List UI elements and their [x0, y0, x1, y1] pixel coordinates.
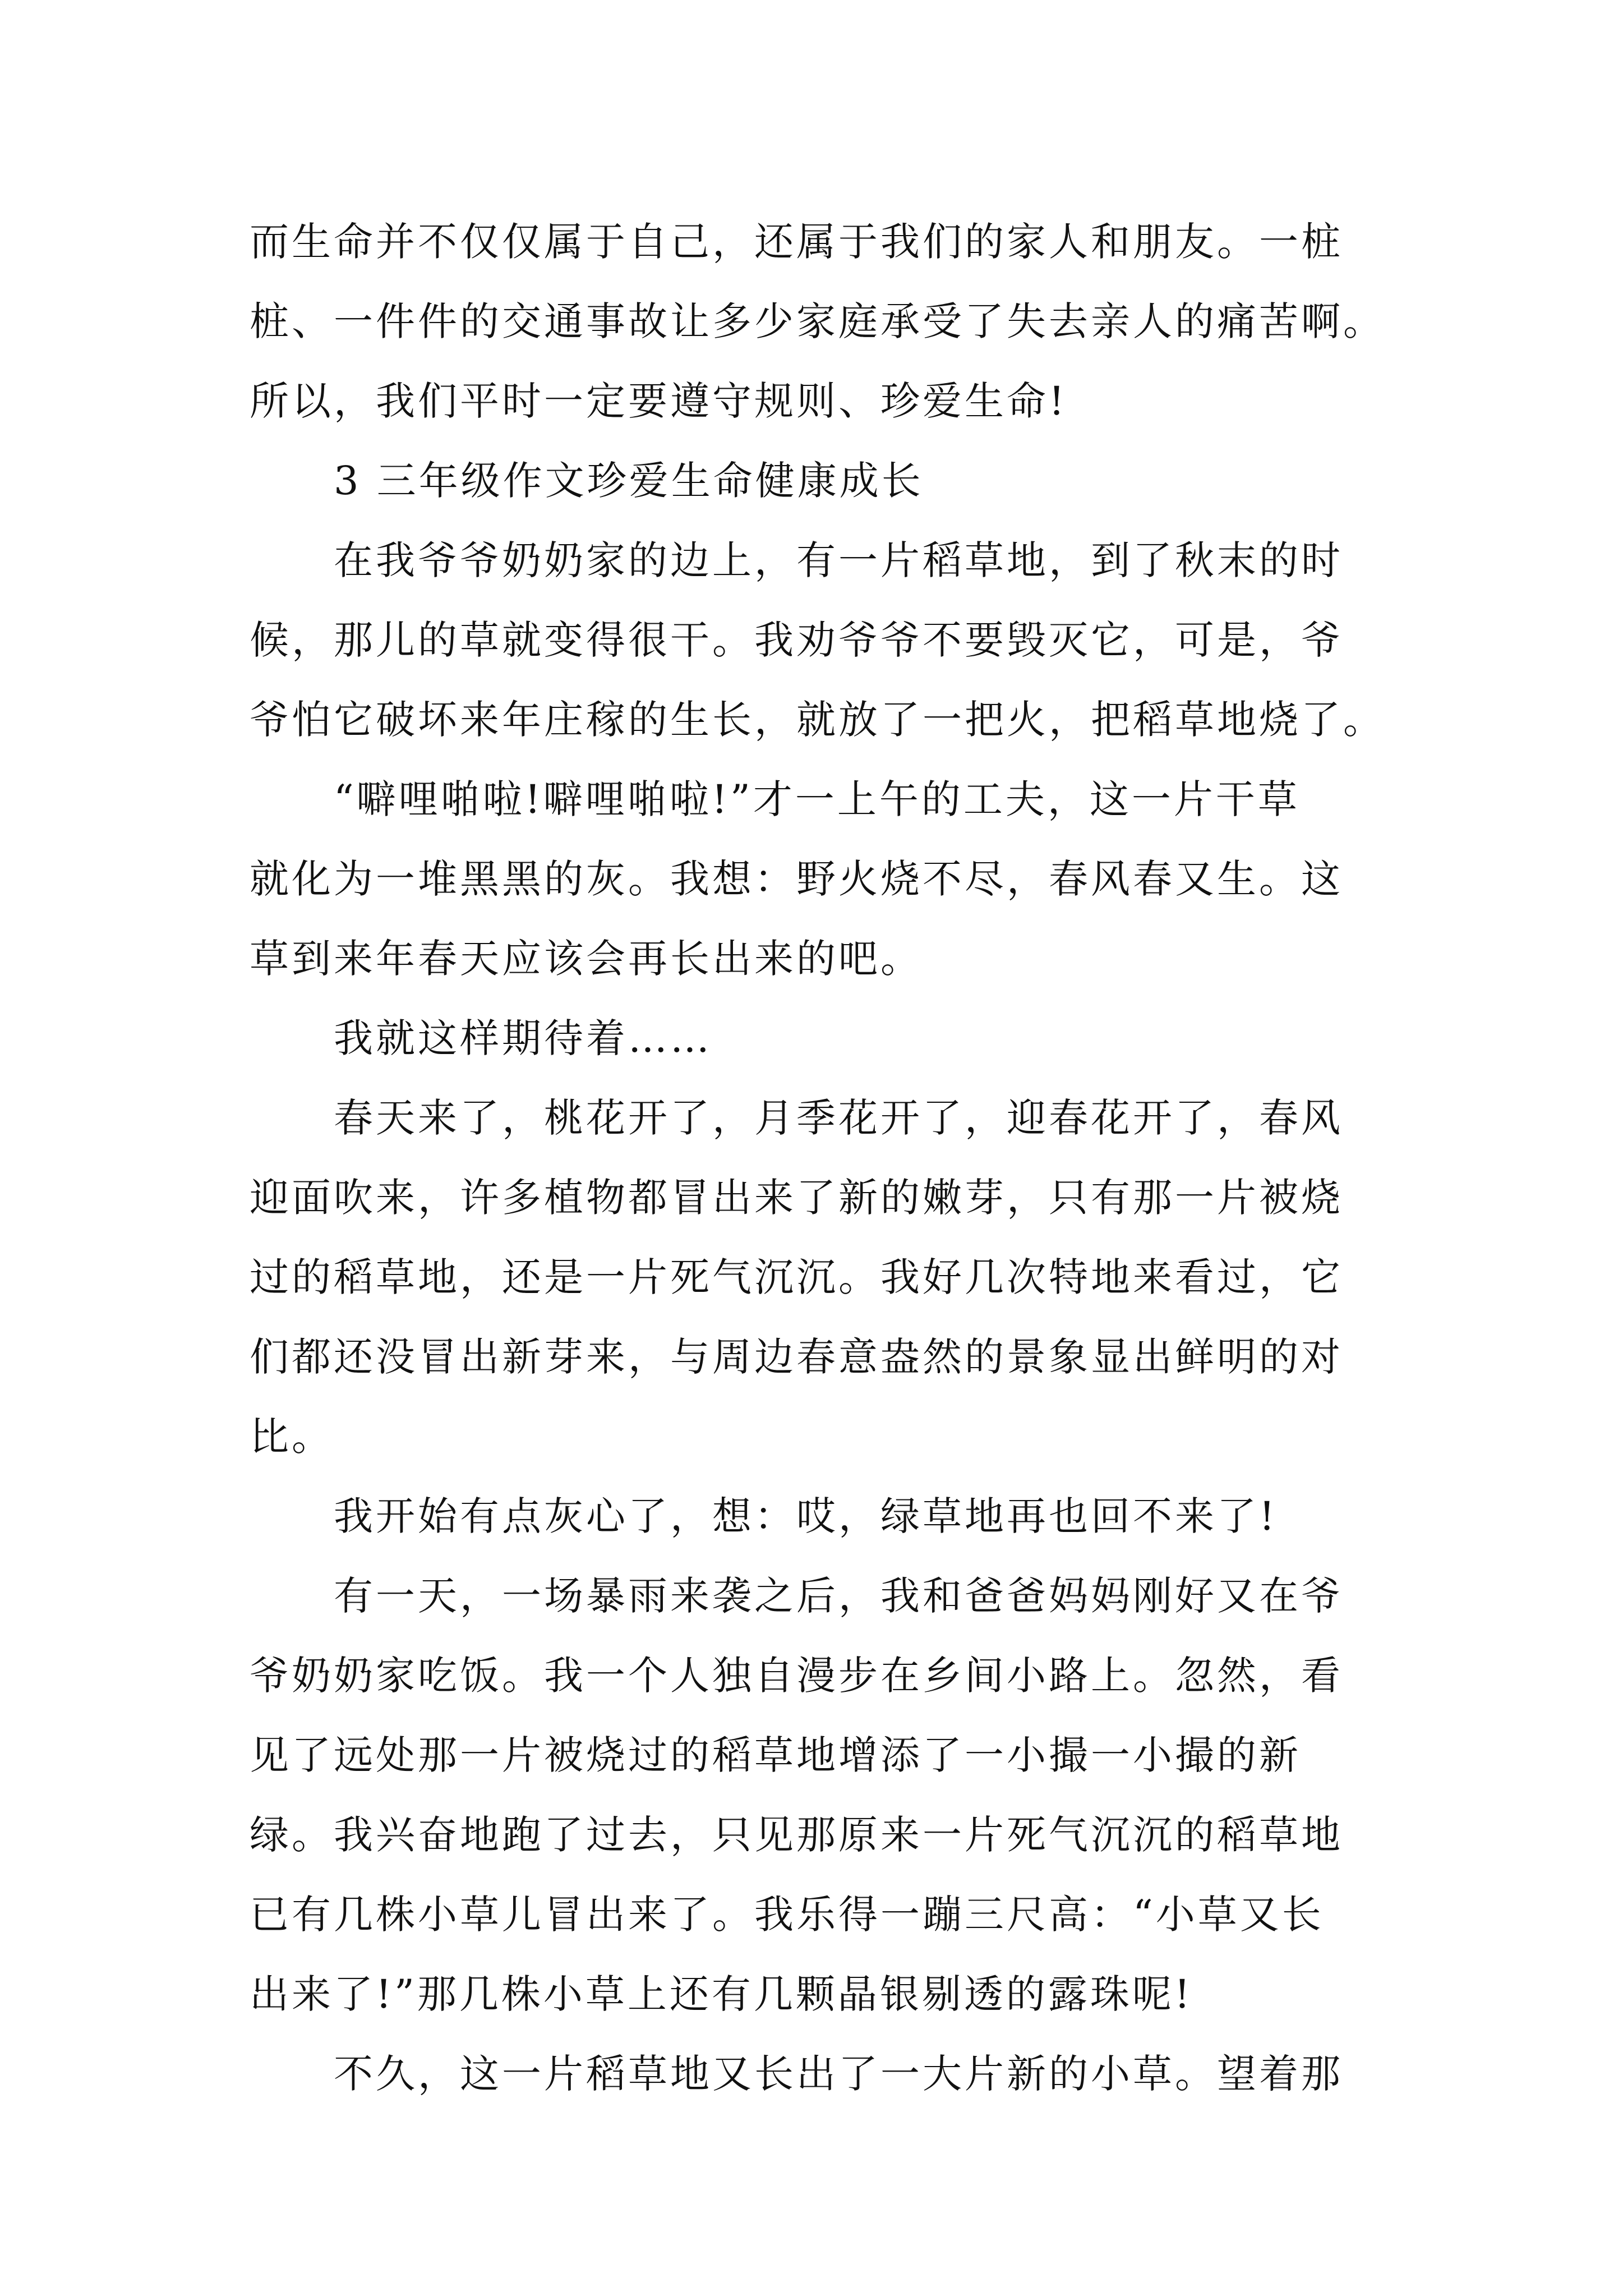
- paragraph-line: 不久，这一片稻草地又长出了一大片新的小草。望着那: [334, 2051, 1343, 2097]
- paragraph-line: 我就这样期待着……: [334, 1015, 712, 1061]
- paragraph-line: 草到来年春天应该会再长出来的吧。: [250, 936, 923, 982]
- paragraph-line: 迎面吹来，许多植物都冒出来了新的嫩芽，只有那一片被烧: [250, 1175, 1343, 1221]
- paragraph-line: 们都还没冒出新芽来，与周边春意盎然的景象显出鲜明的对: [250, 1334, 1343, 1380]
- paragraph-line: 爷奶奶家吃饭。我一个人独自漫步在乡间小路上。忽然，看: [250, 1653, 1343, 1699]
- paragraph-line: 桩、一件件的交通事故让多少家庭承受了失去亲人的痛苦啊。: [250, 298, 1385, 344]
- paragraph-line: 在我爷爷奶奶家的边上，有一片稻草地，到了秋末的时: [334, 537, 1343, 583]
- paragraph-line: 有一天，一场暴雨来袭之后，我和爸爸妈妈刚好又在爷: [334, 1573, 1343, 1619]
- paragraph-line: 绿。我兴奋地跑了过去，只见那原来一片死气沉沉的稻草地: [250, 1812, 1343, 1858]
- paragraph-line: 就化为一堆黑黑的灰。我想：野火烧不尽，春风春又生。这: [250, 856, 1343, 902]
- paragraph-line: 见了远处那一片被烧过的稻草地增添了一小撮一小撮的新: [250, 1732, 1301, 1778]
- paragraph-line: “噼哩啪啦!噼哩啪啦!”才一上午的工夫，这一片干草: [334, 776, 1300, 822]
- paragraph-line: 候，那儿的草就变得很干。我劝爷爷不要毁灭它，可是，爷: [250, 617, 1343, 663]
- paragraph-line: 春天来了，桃花开了，月季花开了，迎春花开了，春风: [334, 1095, 1343, 1141]
- section-heading: 3 三年级作文珍爱生命健康成长: [334, 458, 924, 504]
- document-body: [250, 202, 1388, 2114]
- paragraph-line: 而生命并不仅仅属于自己，还属于我们的家人和朋友。一桩: [250, 219, 1343, 265]
- paragraph-line: 出来了!”那几株小草上还有几颗晶银剔透的露珠呢!: [250, 1971, 1193, 2017]
- paragraph-line: 爷怕它破坏来年庄稼的生长，就放了一把火，把稻草地烧了。: [250, 697, 1385, 743]
- paragraph-line: 我开始有点灰心了，想：哎，绿草地再也回不来了!: [334, 1493, 1278, 1539]
- paragraph-line: 已有几株小草儿冒出来了。我乐得一蹦三尺高：“小草又长: [250, 1892, 1324, 1938]
- paragraph-line: 所以，我们平时一定要遵守规则、珍爱生命!: [250, 378, 1068, 424]
- paragraph-line: 比。: [250, 1414, 334, 1460]
- paragraph-line: 过的稻草地，还是一片死气沉沉。我好几次特地来看过，它: [250, 1254, 1343, 1300]
